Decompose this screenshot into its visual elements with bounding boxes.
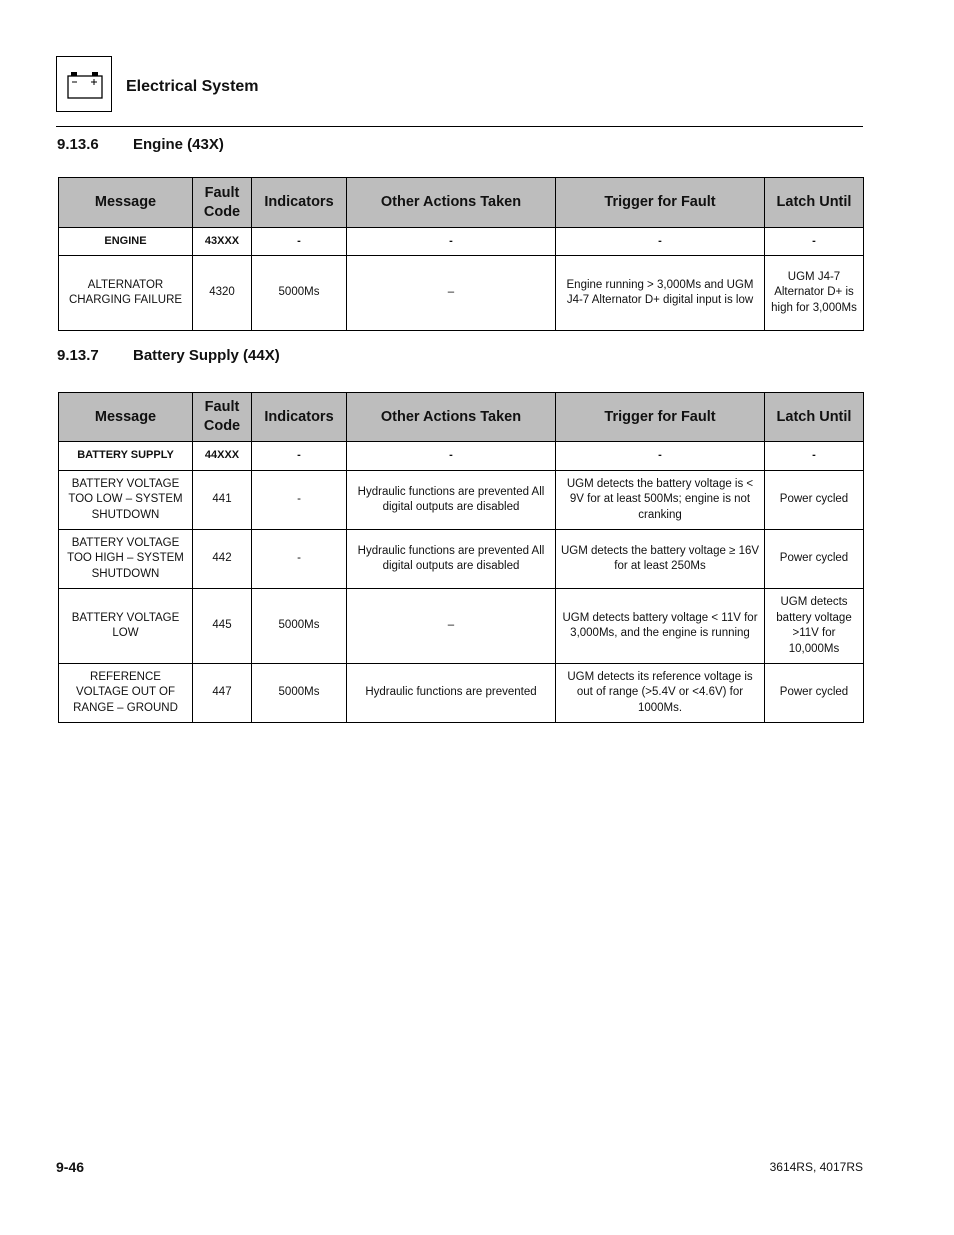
page-number: 9-46 (56, 1159, 85, 1175)
fault-code-cell: 442 (193, 530, 252, 589)
actions-cell: – (347, 589, 556, 664)
latch-cell: UGM J4-7 Alternator D+ is high for 3,000Ms (765, 256, 864, 331)
column-header: Fault Code (193, 393, 252, 442)
table-row (59, 530, 864, 589)
message-cell: BATTERY VOLTAGE TOO LOW – SYSTEM SHUTDOWN (59, 471, 193, 530)
trigger-cell: UGM detects the battery voltage ≥ 16V for at least 250Ms (556, 530, 765, 589)
latch-cell: - (765, 442, 864, 471)
engine-fault-table (58, 177, 864, 331)
battery-fault-table (58, 392, 864, 723)
indicators-cell: 5000Ms (252, 256, 347, 331)
message-cell: ENGINE (59, 228, 193, 256)
latch-cell: Power cycled (765, 664, 864, 723)
fault-code-cell: 4320 (193, 256, 252, 331)
section-title-text: Engine (43X) (133, 136, 224, 153)
trigger-cell: - (556, 442, 765, 471)
battery-icon (56, 56, 112, 112)
message-cell: ALTERNATOR CHARGING FAILURE (59, 256, 193, 331)
fault-code-cell: 43XXX (193, 228, 252, 256)
table-header-row (59, 393, 864, 442)
actions-cell: Hydraulic functions are prevented All digital outputs are disabled (347, 471, 556, 530)
indicators-cell: - (252, 471, 347, 530)
message-cell: REFERENCE VOLTAGE OUT OF RANGE – GROUND (59, 664, 193, 723)
trigger-cell: - (556, 228, 765, 256)
indicators-cell: 5000Ms (252, 589, 347, 664)
latch-cell: Power cycled (765, 530, 864, 589)
trigger-cell: Engine running > 3,000Ms and UGM J4-7 Alternator D+ digital input is low (556, 256, 765, 331)
actions-cell: – (347, 256, 556, 331)
actions-cell: Hydraulic functions are prevented All digital outputs are disabled (347, 530, 556, 589)
column-header: Trigger for Fault (556, 178, 765, 228)
indicators-cell: 5000Ms (252, 664, 347, 723)
table-row (59, 664, 864, 723)
table-row (59, 471, 864, 530)
indicators-cell: - (252, 228, 347, 256)
column-header: Message (59, 393, 193, 442)
latch-cell: Power cycled (765, 471, 864, 530)
message-cell: BATTERY VOLTAGE LOW (59, 589, 193, 664)
fault-code-cell: 441 (193, 471, 252, 530)
message-cell: BATTERY SUPPLY (59, 442, 193, 471)
table-row (59, 228, 864, 256)
column-header: Message (59, 178, 193, 228)
actions-cell: - (347, 228, 556, 256)
fault-code-cell: 44XXX (193, 442, 252, 471)
trigger-cell: UGM detects battery voltage < 11V for 3,000Ms, and the engine is running (556, 589, 765, 664)
column-header: Other Actions Taken (347, 393, 556, 442)
fault-code-cell: 447 (193, 664, 252, 723)
column-header: Indicators (252, 393, 347, 442)
actions-cell: - (347, 442, 556, 471)
battery-section-title (57, 347, 280, 364)
actions-cell: Hydraulic functions are prevented (347, 664, 556, 723)
column-header: Latch Until (765, 393, 864, 442)
indicators-cell: - (252, 442, 347, 471)
engine-section-title (57, 136, 224, 153)
latch-cell: UGM detects battery voltage >11V for 10,000Ms (765, 589, 864, 664)
table-row (59, 589, 864, 664)
table-row (59, 442, 864, 471)
trigger-cell: UGM detects its reference voltage is out of range (>5.4V or <4.6V) for 1000Ms. (556, 664, 765, 723)
table-header-row (59, 178, 864, 228)
section-number: 9.13.6 (57, 136, 99, 153)
column-header: Latch Until (765, 178, 864, 228)
column-header: Fault Code (193, 178, 252, 228)
section-number: 9.13.7 (57, 347, 99, 364)
column-header: Trigger for Fault (556, 393, 765, 442)
header-divider (56, 126, 863, 127)
trigger-cell: UGM detects the battery voltage is < 9V for at least 500Ms; engine is not cranking (556, 471, 765, 530)
table-row (59, 256, 864, 331)
model-numbers: 3614RS, 4017RS (769, 1160, 863, 1174)
fault-code-cell: 445 (193, 589, 252, 664)
section-header: Electrical System (126, 78, 259, 95)
column-header: Other Actions Taken (347, 178, 556, 228)
message-cell: BATTERY VOLTAGE TOO HIGH – SYSTEM SHUTDOWN (59, 530, 193, 589)
section-title-text: Battery Supply (44X) (133, 347, 280, 364)
indicators-cell: - (252, 530, 347, 589)
latch-cell: - (765, 228, 864, 256)
column-header: Indicators (252, 178, 347, 228)
